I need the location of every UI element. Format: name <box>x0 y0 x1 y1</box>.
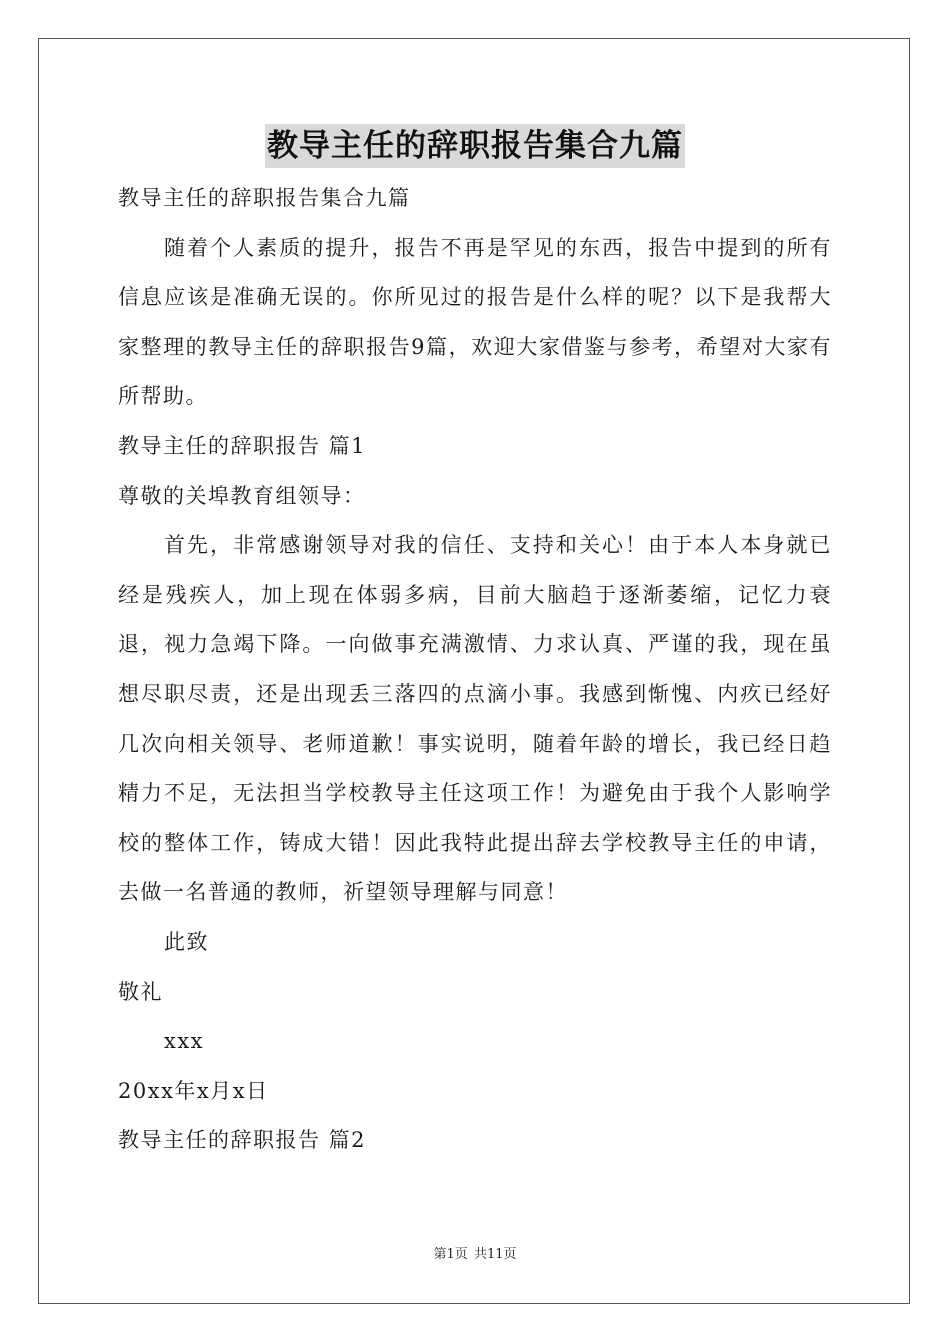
date-line: 20xx年x月x日 <box>118 1078 269 1103</box>
intro-paragraph: 随着个人素质的提升，报告不再是罕见的东西，报告中提到的所有信息应该是准确无误的。你所见过的报告是什么样的呢？以下是我帮大家整理的教导主任的辞职报告9篇，欢迎大家借鉴与参考，希望对大家有所帮助。 <box>118 235 832 409</box>
subtitle: 教导主任的辞职报告集合九篇 <box>118 186 411 210</box>
title-container <box>0 124 950 168</box>
salutation: 尊敬的关埠教育组领导： <box>118 483 366 508</box>
page-total: 共11页 <box>473 1247 517 1262</box>
page-number: 第1页 <box>433 1247 468 1262</box>
document-body <box>118 174 832 1166</box>
page-footer <box>0 1245 950 1265</box>
document-title: 教导主任的辞职报告集合九篇 <box>265 124 685 168</box>
section-heading-2: 教导主任的辞职报告 篇2 <box>118 1128 367 1153</box>
closing-line-2: 敬礼 <box>118 979 163 1004</box>
signature: xxx <box>164 1029 205 1054</box>
body-paragraph: 首先，非常感谢领导对我的信任、支持和关心！由于本人本身就已经是残疾人，加上现在体弱多病，目前大脑趋于逐渐萎缩，记忆力衰退，视力急竭下降。一向做事充满激情、力求认真、严谨的我，现在虽想尽职尽责，还是出现丢三落四的点滴小事。我感到惭愧、内疚已经好几次向相关领导、老师道歉！事实说明，随着年龄的增长，我已经日趋精力不足，无法担当学校教导主任这项工作！为避免由于我个人影响学校的整体工作，铸成大错！因此我特此提出辞去学校教导主任的申请，去做一名普通的教师，祈望领导理解与同意！ <box>118 533 832 905</box>
closing-line-1: 此致 <box>164 929 209 954</box>
section-heading-1: 教导主任的辞职报告 篇1 <box>118 433 367 458</box>
